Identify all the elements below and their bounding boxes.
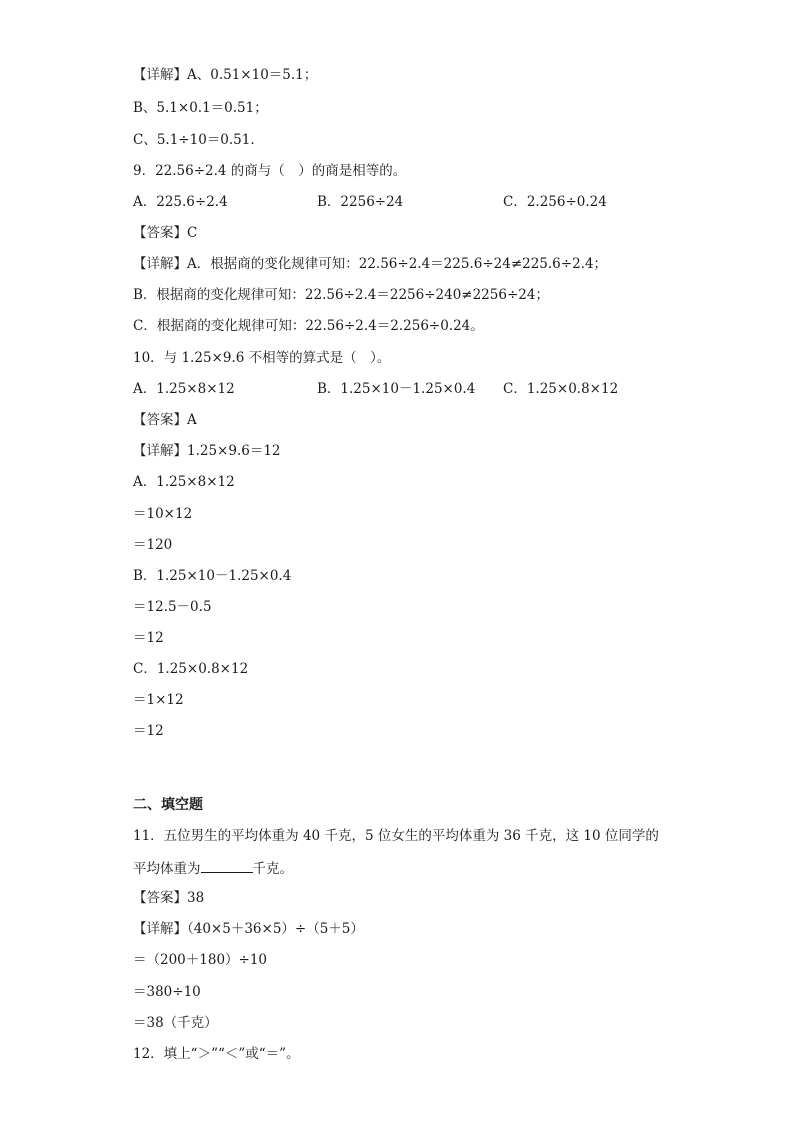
q11-text-after-blank: 千克。 (252, 861, 293, 877)
q10-answer: 【答案】A (133, 412, 197, 428)
q11-answer: 【答案】38 (133, 890, 205, 906)
solution-line: C、5.1÷10＝0.51. (133, 132, 255, 148)
question-10: 10．与 1.25×9.6 不相等的算式是（ ）。 (133, 350, 391, 366)
q9-answer: 【答案】C (133, 225, 198, 241)
solution-line: ＝12 (133, 630, 164, 646)
solution-line: A．1.25×8×12 (133, 474, 235, 490)
solution-line: ＝38（千克） (133, 1015, 218, 1031)
q11-text-before-blank: 平均体重为 (133, 861, 201, 877)
answer-blank[interactable] (201, 858, 253, 873)
solution-line: C．根据商的变化规律可知：22.56÷2.4＝2.256÷0.24。 (133, 318, 484, 334)
solution-line: ＝1×12 (133, 692, 184, 708)
solution-line: C．1.25×0.8×12 (133, 661, 249, 677)
question-9: 9．22.56÷2.4 的商与（ ）的商是相等的。 (133, 163, 407, 179)
solution-line: B．1.25×10－1.25×0.4 (133, 568, 292, 584)
solution-line: 【详解】A．根据商的变化规律可知：22.56÷2.4＝225.6÷24≠225.6÷2.4； (133, 256, 608, 272)
q10-option-a: A．1.25×8×12 (133, 381, 235, 397)
solution-line: ＝10×12 (133, 506, 193, 522)
solution-line: ＝（200＋180）÷10 (133, 952, 268, 968)
solution-line: ＝120 (133, 537, 173, 553)
solution-line: ＝12.5－0.5 (133, 599, 212, 615)
solution-line: B．根据商的变化规律可知：22.56÷2.4＝2256÷240≠2256÷24； (133, 287, 549, 303)
q9-option-c: C．2.256÷0.24 (503, 194, 607, 210)
section-heading: 二、填空题 (133, 797, 203, 813)
solution-line: ＝12 (133, 723, 164, 739)
q9-option-b: B．2256÷24 (317, 194, 404, 210)
question-12: 12．填上“＞”“＜”或“＝”。 (133, 1046, 300, 1062)
solution-line: 【详解】（40×5＋36×5）÷（5＋5） (133, 921, 364, 937)
solution-line: ＝380÷10 (133, 984, 201, 1000)
q10-option-c: C．1.25×0.8×12 (503, 381, 619, 397)
q9-option-a: A．225.6÷2.4 (133, 194, 228, 210)
solution-line: B、5.1×0.1＝0.51； (133, 100, 268, 116)
solution-line: 【详解】A、0.51×10＝5.1； (133, 67, 318, 83)
question-11-continued (133, 858, 293, 878)
question-11: 11．五位男生的平均体重为 40 千克，5 位女生的平均体重为 36 千克，这 10 位同学的 (133, 828, 659, 844)
solution-line: 【详解】1.25×9.6＝12 (133, 443, 281, 459)
q10-option-b: B．1.25×10－1.25×0.4 (317, 381, 476, 397)
